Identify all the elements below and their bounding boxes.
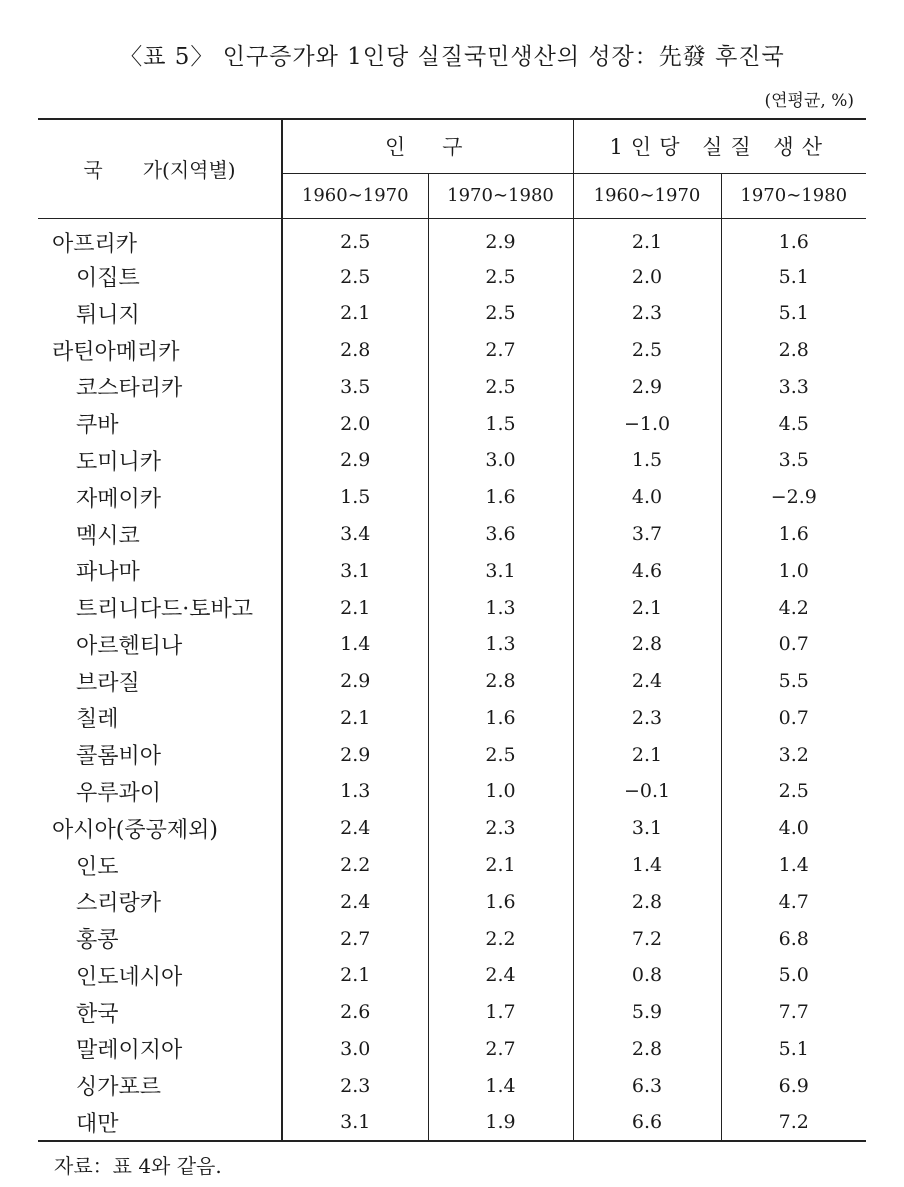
gdp-1970-1980-cell: 3.2 — [778, 743, 809, 766]
gdp-1970-1980-cell: 5.5 — [778, 670, 809, 693]
gdp-1970-1980-cell: 3.5 — [778, 449, 809, 472]
country-name-cell: 우루과이 — [38, 773, 282, 810]
population-1960-1970-cell: 2.4 — [282, 883, 428, 920]
gdp-1960-1970-cell: 3.1 — [573, 810, 721, 847]
table-row — [38, 218, 866, 258]
gdp-1960-1970-cell: 2.9 — [573, 368, 721, 405]
country-name-cell: 대만 — [38, 1104, 282, 1141]
gdp-1970-1980-cell: 2.5 — [778, 780, 809, 803]
country-name-cell: 브라질 — [38, 663, 282, 700]
gdp-1960-1970-cell: 0.8 — [573, 957, 721, 994]
table-row — [38, 736, 866, 773]
table-row — [38, 516, 866, 553]
gdp-1970-1980-cell: 2.8 — [778, 339, 809, 362]
table-row — [38, 810, 866, 847]
population-1970-1980-cell: 3.6 — [428, 516, 573, 553]
table-row — [38, 1104, 866, 1141]
gdp-1960-1970-cell: 6.3 — [573, 1067, 721, 1104]
population-1970-1980-cell: 1.6 — [428, 700, 573, 737]
table-row — [38, 847, 866, 884]
country-name-cell: 아프리카 — [38, 218, 282, 258]
gdp-1960-1970-cell: 2.1 — [573, 589, 721, 626]
table-row — [38, 589, 866, 626]
period-header: 1970∼1980 — [428, 173, 573, 218]
population-1970-1980-cell: 2.2 — [428, 920, 573, 957]
population-1970-1980-cell: 2.8 — [428, 663, 573, 700]
country-name-cell: 코스타리카 — [38, 368, 282, 405]
gdp-1960-1970-cell: 2.8 — [573, 626, 721, 663]
table-body — [38, 218, 866, 1141]
growth-table — [38, 118, 866, 1142]
gdp-1970-1980-cell: 1.4 — [778, 854, 809, 877]
country-name-cell: 자메이카 — [38, 479, 282, 516]
population-1960-1970-cell: 3.1 — [282, 1104, 428, 1141]
population-1960-1970-cell: 2.3 — [282, 1067, 428, 1104]
population-1960-1970-cell: 2.8 — [282, 332, 428, 369]
gdp-1960-1970-cell: 2.8 — [573, 883, 721, 920]
gdp-1960-1970-cell: 7.2 — [573, 920, 721, 957]
population-1970-1980-cell: 2.4 — [428, 957, 573, 994]
gdp-1970-1980-cell: −2.9 — [770, 486, 817, 509]
gdp-1960-1970-cell: 4.6 — [573, 552, 721, 589]
period-header: 1970∼1980 — [721, 173, 866, 218]
gdp-1970-1980-cell: 6.8 — [778, 927, 809, 950]
population-1960-1970-cell: 3.1 — [282, 552, 428, 589]
gdp-1960-1970-cell: 2.0 — [573, 258, 721, 295]
population-1970-1980-cell: 1.3 — [428, 626, 573, 663]
source-note: 자료：표 4와 같음. — [54, 1154, 222, 1178]
population-1970-1980-cell: 1.6 — [428, 883, 573, 920]
gdp-1970-1980-cell: 4.5 — [778, 412, 809, 435]
country-name-cell: 멕시코 — [38, 516, 282, 553]
population-1970-1980-cell: 1.0 — [428, 773, 573, 810]
country-column-header: 국 가(지역별) — [38, 119, 282, 218]
gdp-1970-1980-cell: 6.9 — [778, 1074, 809, 1097]
population-1960-1970-cell: 2.5 — [282, 218, 428, 258]
gdp-1960-1970-cell: 1.4 — [573, 847, 721, 884]
population-1970-1980-cell: 3.0 — [428, 442, 573, 479]
table-row — [38, 994, 866, 1031]
country-name-cell: 칠레 — [38, 700, 282, 737]
gdp-1960-1970-cell: 1.5 — [573, 442, 721, 479]
population-1960-1970-cell: 2.5 — [282, 258, 428, 295]
population-1960-1970-cell: 2.1 — [282, 589, 428, 626]
gdp-1970-1980-cell: 1.6 — [778, 231, 809, 254]
table-row — [38, 883, 866, 920]
gdp-1960-1970-cell: 2.3 — [573, 295, 721, 332]
gdp-1970-1980-cell: 4.2 — [778, 596, 809, 619]
gdp-1960-1970-cell: 3.7 — [573, 516, 721, 553]
gdp-1960-1970-cell: 6.6 — [573, 1104, 721, 1141]
gdp-1970-1980-cell: 7.2 — [721, 1104, 866, 1141]
table-row — [38, 332, 866, 369]
population-1970-1980-cell: 2.9 — [428, 218, 573, 258]
population-1960-1970-cell: 2.1 — [282, 700, 428, 737]
country-name-cell: 파나마 — [38, 552, 282, 589]
gdp-group-header: 1인당 실질 생산 — [573, 119, 866, 173]
gdp-1970-1980-cell: 4.0 — [778, 817, 809, 840]
population-1970-1980-cell: 2.5 — [428, 258, 573, 295]
population-1970-1980-cell: 2.5 — [428, 736, 573, 773]
gdp-1960-1970-cell: −1.0 — [573, 405, 721, 442]
population-1960-1970-cell: 2.1 — [282, 295, 428, 332]
gdp-1970-1980-cell: 3.3 — [778, 375, 809, 398]
country-name-cell: 라틴아메리카 — [38, 332, 282, 369]
population-1970-1980-cell: 2.7 — [428, 332, 573, 369]
country-name-cell: 인도 — [38, 847, 282, 884]
country-name-cell: 싱가포르 — [38, 1067, 282, 1104]
table-row — [38, 552, 866, 589]
population-1970-1980-cell: 1.9 — [428, 1104, 573, 1141]
table-row — [38, 626, 866, 663]
country-name-cell: 한국 — [38, 994, 282, 1031]
gdp-1970-1980-cell: 5.1 — [778, 302, 809, 325]
population-1970-1980-cell: 2.5 — [428, 295, 573, 332]
table-row — [38, 663, 866, 700]
population-1960-1970-cell: 2.6 — [282, 994, 428, 1031]
population-1970-1980-cell: 2.5 — [428, 368, 573, 405]
country-name-cell: 말레이지아 — [38, 1031, 282, 1068]
population-1960-1970-cell: 2.9 — [282, 663, 428, 700]
gdp-1960-1970-cell: 4.0 — [573, 479, 721, 516]
country-name-cell: 튀니지 — [38, 295, 282, 332]
population-1960-1970-cell: 2.7 — [282, 920, 428, 957]
table-row — [38, 957, 866, 994]
population-1970-1980-cell: 3.1 — [428, 552, 573, 589]
unit-label: (연평균, %) — [764, 91, 854, 111]
gdp-1970-1980-cell: 7.7 — [778, 1001, 809, 1024]
gdp-1960-1970-cell: 2.4 — [573, 663, 721, 700]
gdp-1970-1980-cell: 4.7 — [778, 890, 809, 913]
gdp-1960-1970-cell: 2.3 — [573, 700, 721, 737]
table-row — [38, 479, 866, 516]
population-1960-1970-cell: 2.9 — [282, 736, 428, 773]
gdp-1960-1970-cell: 2.8 — [573, 1031, 721, 1068]
population-1960-1970-cell: 2.9 — [282, 442, 428, 479]
population-group-header: 인 구 — [282, 119, 573, 173]
gdp-1970-1980-cell: 5.1 — [778, 1037, 809, 1060]
population-1960-1970-cell: 1.4 — [282, 626, 428, 663]
population-1960-1970-cell: 2.1 — [282, 957, 428, 994]
country-name-cell: 아르헨티나 — [38, 626, 282, 663]
population-1960-1970-cell: 3.5 — [282, 368, 428, 405]
table-title: 〈표 5〉 인구증가와 1인당 실질국민생산의 성장：先發 후진국 — [119, 44, 785, 70]
table-row — [38, 405, 866, 442]
country-name-cell: 트리니다드·토바고 — [38, 589, 282, 626]
table-row — [38, 773, 866, 810]
population-1970-1980-cell: 1.4 — [428, 1067, 573, 1104]
population-1960-1970-cell: 3.0 — [282, 1031, 428, 1068]
gdp-1960-1970-cell: 2.1 — [573, 736, 721, 773]
country-name-cell: 도미니카 — [38, 442, 282, 479]
table-row — [38, 295, 866, 332]
gdp-1960-1970-cell: −0.1 — [573, 773, 721, 810]
population-1960-1970-cell: 2.0 — [282, 405, 428, 442]
gdp-1970-1980-cell: 1.0 — [778, 559, 809, 582]
population-1960-1970-cell: 2.2 — [282, 847, 428, 884]
population-1970-1980-cell: 1.3 — [428, 589, 573, 626]
period-header: 1960∼1970 — [573, 173, 721, 218]
population-1960-1970-cell: 1.5 — [282, 479, 428, 516]
gdp-1970-1980-cell: 5.1 — [778, 265, 809, 288]
country-name-cell: 스리랑카 — [38, 883, 282, 920]
population-1960-1970-cell: 1.3 — [282, 773, 428, 810]
table-row — [38, 368, 866, 405]
table-row — [38, 920, 866, 957]
gdp-1970-1980-cell: 5.0 — [778, 964, 809, 987]
country-name-cell: 인도네시아 — [38, 957, 282, 994]
country-name-cell: 콜롬비아 — [38, 736, 282, 773]
period-header: 1960∼1970 — [282, 173, 428, 218]
table-row — [38, 1031, 866, 1068]
population-1960-1970-cell: 2.4 — [282, 810, 428, 847]
population-1970-1980-cell: 2.3 — [428, 810, 573, 847]
gdp-1960-1970-cell: 5.9 — [573, 994, 721, 1031]
population-1970-1980-cell: 1.7 — [428, 994, 573, 1031]
population-1970-1980-cell: 1.6 — [428, 479, 573, 516]
table-row — [38, 442, 866, 479]
population-1970-1980-cell: 1.5 — [428, 405, 573, 442]
country-name-cell: 홍콩 — [38, 920, 282, 957]
gdp-1960-1970-cell: 2.1 — [573, 218, 721, 258]
gdp-1960-1970-cell: 2.5 — [573, 332, 721, 369]
population-1960-1970-cell: 3.4 — [282, 516, 428, 553]
table-row — [38, 258, 866, 295]
gdp-1970-1980-cell: 0.7 — [778, 706, 809, 729]
population-1970-1980-cell: 2.1 — [428, 847, 573, 884]
table-row — [38, 700, 866, 737]
table-row — [38, 1067, 866, 1104]
population-1970-1980-cell: 2.7 — [428, 1031, 573, 1068]
country-name-cell: 쿠바 — [38, 405, 282, 442]
gdp-1970-1980-cell: 1.6 — [778, 523, 809, 545]
country-name-cell: 아시아(중공제외) — [38, 810, 282, 847]
gdp-1970-1980-cell: 0.7 — [778, 633, 809, 656]
country-name-cell: 이집트 — [38, 258, 282, 295]
